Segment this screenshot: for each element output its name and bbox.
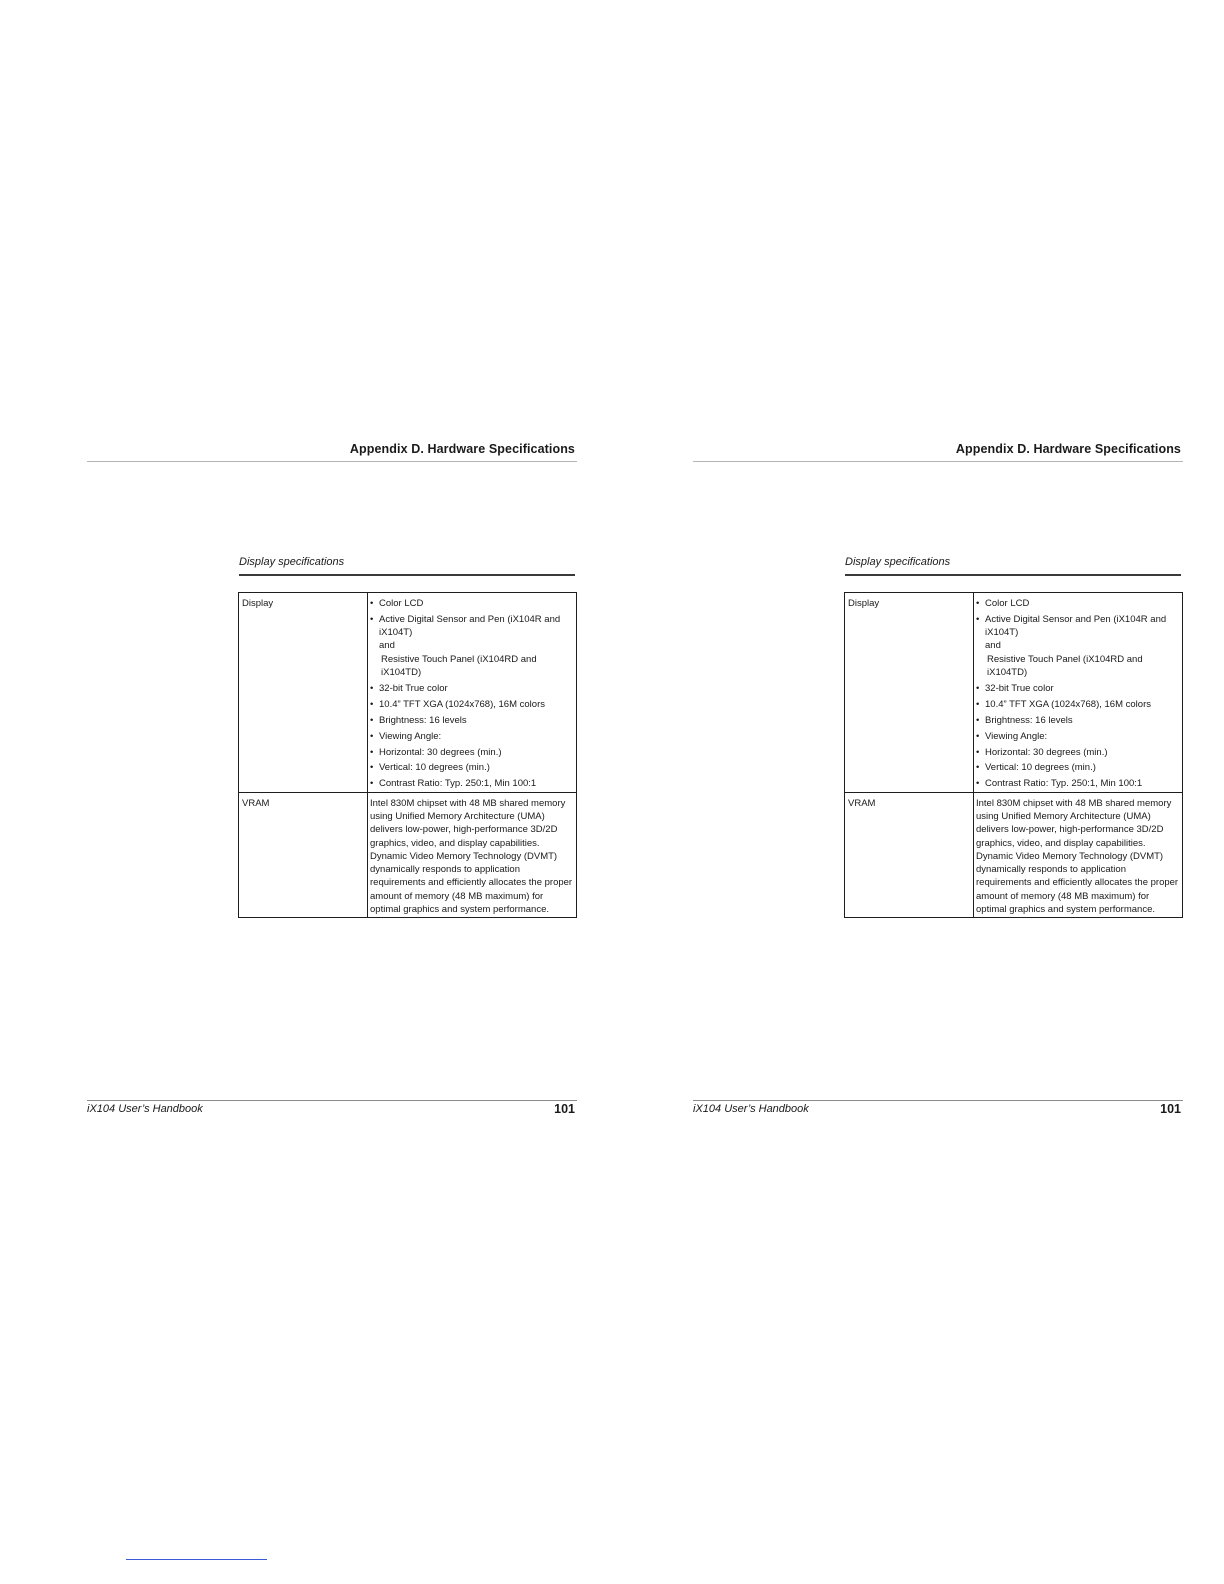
bullet-icon: •: [976, 698, 980, 710]
display-spec-table: [844, 592, 1183, 918]
bullet-icon: •: [976, 762, 980, 774]
bullet-icon: •: [976, 746, 980, 758]
row-label-vram: VRAM: [239, 792, 368, 918]
list-item-text: Color LCD: [379, 598, 424, 609]
bullet-icon: •: [370, 598, 374, 609]
bullet-icon: •: [976, 730, 980, 742]
list-item-text: and: [985, 640, 1001, 652]
row-label-vram: VRAM: [845, 792, 974, 918]
row-value-display: [974, 593, 1183, 793]
vram-text-line: requirements and efficiently allocates the proper: [976, 877, 1179, 889]
list-item-text: 10.4” TFT XGA (1024x768), 16M colors: [379, 698, 545, 710]
display-bullet-list: [976, 597, 1179, 791]
bullet-icon: •: [976, 682, 980, 694]
list-item: [976, 613, 1179, 679]
bullet-icon: •: [370, 746, 374, 758]
bullet-icon: •: [370, 682, 374, 694]
list-item-text: Viewing Angle:: [379, 730, 442, 742]
list-item-text: Brightness: 16 levels: [379, 714, 467, 726]
list-item: [370, 730, 573, 743]
list-item-text: iX104TD): [987, 667, 1028, 679]
bullet-icon: •: [976, 613, 980, 625]
list-item-text: Contrast Ratio: Typ. 250:1, Min 100:1: [985, 778, 1143, 790]
list-item-text: Color LCD: [985, 598, 1030, 609]
vram-text-line: delivers low-power, high-performance 3D/2D: [370, 824, 558, 836]
vram-text-line: graphics, video, and display capabilities.: [370, 837, 540, 849]
bullet-icon: •: [370, 714, 374, 726]
list-item-text: Vertical: 10 degrees (min.): [379, 762, 490, 774]
row-label-display: Display: [239, 593, 368, 793]
list-item-text: Resistive Touch Panel (iX104RD and: [987, 653, 1143, 665]
list-item-text: Resistive Touch Panel (iX104RD and: [381, 653, 537, 665]
header-divider: [87, 461, 577, 462]
page-number: 101: [1160, 1102, 1181, 1116]
vram-text-line: delivers low-power, high-performance 3D/2D: [976, 824, 1164, 836]
footer-handbook-title: iX104 User’s Handbook: [693, 1103, 809, 1115]
list-item-text: Contrast Ratio: Typ. 250:1, Min 100:1: [379, 778, 537, 790]
vram-text-line: Dynamic Video Memory Technology (DVMT): [976, 850, 1164, 862]
list-item-text: Active Digital Sensor and Pen (iX104R and: [379, 613, 561, 625]
list-item: [976, 746, 1179, 759]
table-row-vram: [845, 792, 1183, 918]
list-item-text: 32-bit True color: [985, 682, 1054, 694]
list-item: [976, 761, 1179, 774]
footer-divider: [87, 1100, 577, 1101]
list-item-text: 10.4” TFT XGA (1024x768), 16M colors: [985, 698, 1151, 710]
bullet-icon: •: [976, 598, 980, 609]
row-value-display: [368, 593, 577, 793]
vram-text-line: graphics, video, and display capabilities.: [976, 837, 1146, 849]
list-item-text: Viewing Angle:: [985, 730, 1048, 742]
vram-text-line: dynamically responds to application: [976, 864, 1126, 876]
link-underline-decoration: [126, 1559, 267, 1560]
row-value-vram: [974, 792, 1183, 918]
vram-text-line: using Unified Memory Architecture (UMA): [976, 810, 1151, 822]
vram-description: [976, 797, 1179, 917]
handbook-page-right: [693, 0, 1183, 1584]
footer-handbook-title: iX104 User’s Handbook: [87, 1103, 203, 1115]
list-item-text: Horizontal: 30 degrees (min.): [985, 746, 1108, 758]
vram-text-line: requirements and efficiently allocates the proper: [370, 877, 573, 889]
page-header-title: Appendix D. Hardware Specifications: [349, 442, 575, 456]
row-value-vram: [368, 792, 577, 918]
bullet-icon: •: [370, 730, 374, 742]
list-item: [370, 613, 573, 679]
bullet-icon: •: [976, 714, 980, 726]
vram-text-line: optimal graphics and system performance.: [976, 903, 1155, 915]
list-item: [976, 777, 1179, 790]
table-row-display: [845, 593, 1183, 793]
table-row-vram: [239, 792, 577, 918]
list-item: [976, 730, 1179, 743]
bullet-icon: •: [370, 778, 374, 790]
list-item: [370, 746, 573, 759]
display-spec-table: [238, 592, 577, 918]
list-item: [370, 682, 573, 695]
list-item: [370, 597, 573, 610]
table-row-display: [239, 593, 577, 793]
list-item-text: and: [379, 640, 395, 652]
section-caption: Display specifications: [239, 556, 345, 568]
bullet-icon: •: [370, 762, 374, 774]
footer-divider: [693, 1100, 1183, 1101]
list-item-text: Brightness: 16 levels: [985, 714, 1073, 726]
bullet-icon: •: [976, 778, 980, 790]
vram-description: [370, 797, 573, 917]
vram-text-line: Dynamic Video Memory Technology (DVMT): [370, 850, 558, 862]
list-item-text: 32-bit True color: [379, 682, 448, 694]
page-header-title: Appendix D. Hardware Specifications: [955, 442, 1181, 456]
row-label-display: Display: [845, 593, 974, 793]
bullet-icon: •: [370, 613, 374, 625]
list-item-text: Horizontal: 30 degrees (min.): [379, 746, 502, 758]
vram-text-line: using Unified Memory Architecture (UMA): [370, 810, 545, 822]
handbook-page-left: [87, 0, 577, 1584]
list-item: [370, 777, 573, 790]
header-divider: [693, 461, 1183, 462]
list-item: [976, 597, 1179, 610]
list-item: [976, 698, 1179, 711]
list-item: [370, 714, 573, 727]
vram-text-line: Intel 830M chipset with 48 MB shared memory: [976, 797, 1172, 809]
vram-text-line: amount of memory (48 MB maximum) for: [370, 890, 544, 902]
list-item-text: Vertical: 10 degrees (min.): [985, 762, 1096, 774]
list-item: [976, 682, 1179, 695]
vram-text-line: amount of memory (48 MB maximum) for: [976, 890, 1150, 902]
list-item-text: iX104T): [985, 627, 1019, 639]
section-caption: Display specifications: [845, 556, 951, 568]
list-item: [976, 714, 1179, 727]
list-item-text: Active Digital Sensor and Pen (iX104R and: [985, 613, 1167, 625]
vram-text-line: Intel 830M chipset with 48 MB shared memory: [370, 797, 566, 809]
section-divider: [845, 574, 1181, 576]
list-item-text: iX104T): [379, 627, 413, 639]
vram-text-line: optimal graphics and system performance.: [370, 903, 549, 915]
page-number: 101: [554, 1102, 575, 1116]
list-item: [370, 698, 573, 711]
section-divider: [239, 574, 575, 576]
list-item-text: iX104TD): [381, 667, 422, 679]
list-item: [370, 761, 573, 774]
display-bullet-list: [370, 597, 573, 791]
bullet-icon: •: [370, 698, 374, 710]
vram-text-line: dynamically responds to application: [370, 864, 520, 876]
